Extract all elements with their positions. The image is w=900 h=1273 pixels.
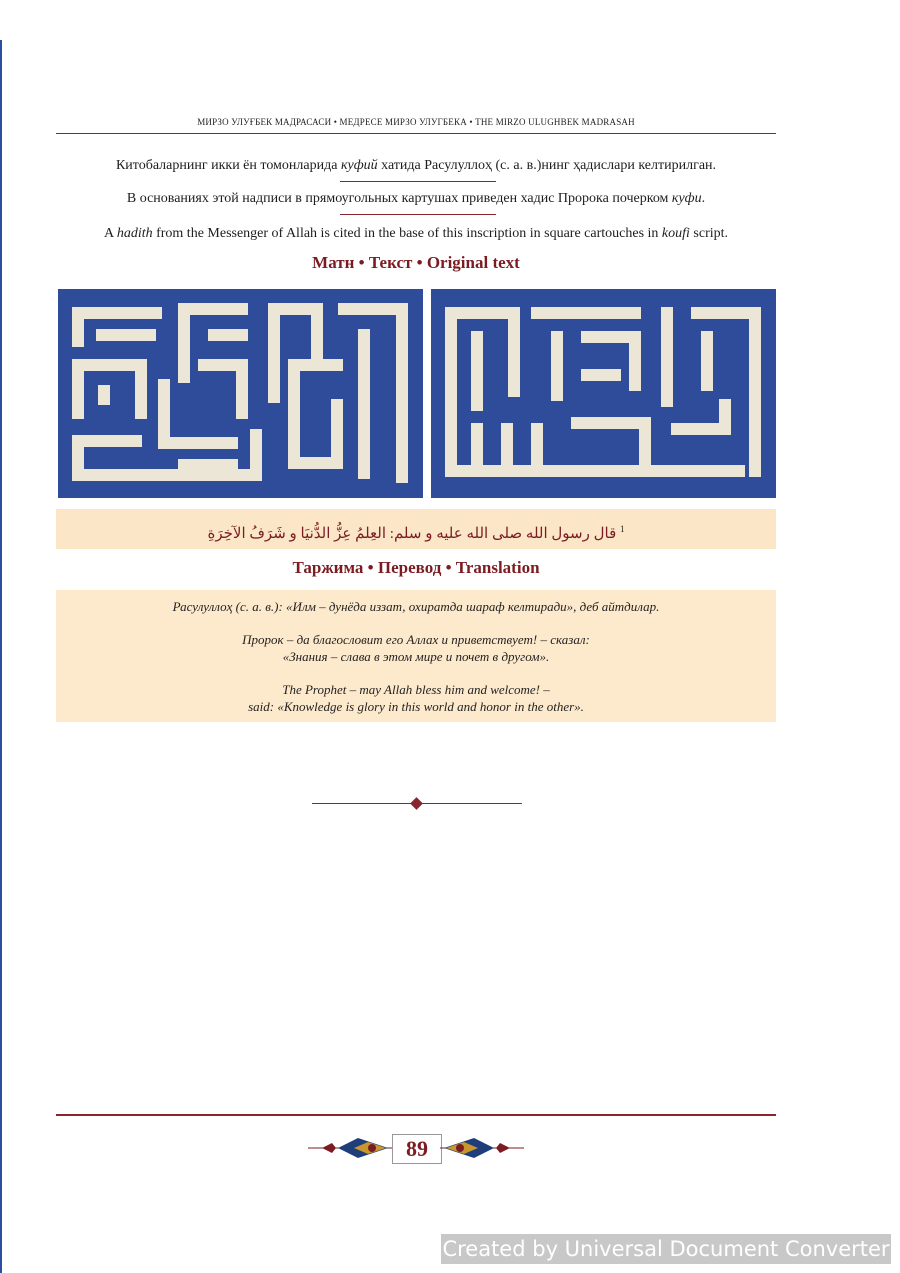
intro-russian-a: В основаниях этой надписи в прямоугольных картушах приведен хадис Пророка почерком [126, 191, 672, 206]
intro-russian [56, 191, 776, 207]
translation-russian-line-1: Пророк – да благословит его Аллах и приветствует! – сказал: [242, 632, 590, 647]
kufic-tile-photo-left [58, 289, 423, 498]
intro-english-italic-2: koufi [661, 226, 690, 241]
intro-russian-italic: куфи [671, 191, 702, 206]
arabic-original-box [56, 509, 776, 549]
arabic-hadith-text: قال رسول الله صلى الله عليه و سلم: العِلمُ عِزُّ الدُّنيَا و شَرَفُ الآخِرَةِ [207, 526, 617, 542]
intro-english-a: A [103, 226, 117, 241]
intro-divider-1 [340, 181, 496, 182]
header-divider [56, 133, 776, 134]
intro-english-italic-1: hadith [116, 226, 153, 241]
right-floral-ornament-icon [440, 1132, 524, 1164]
section-title-original: Матн • Текст • Original text [312, 253, 520, 272]
footnote-marker: 1 [620, 524, 625, 534]
intro-english [56, 226, 776, 242]
running-header: МИРЗО УЛУҒБЕК МАДРАСАСИ • МЕДРЕСЕ МИРЗО УЛУГБЕКА • THE MIRZO ULUGHBEK MADRASAH [197, 117, 635, 127]
left-edge-rule [0, 40, 2, 1273]
section-title-translation: Таржима • Перевод • Translation [292, 558, 540, 577]
intro-uzbek [56, 158, 776, 174]
intro-uzbek-italic: куфий [340, 158, 378, 173]
translation-russian-line-2: «Знания – слава в этом мире и почет в другом». [282, 649, 550, 664]
intro-uzbek-b: хатида Расулуллоҳ (с. а. в.)нинг ҳадислари келтирилган. [377, 158, 717, 173]
intro-english-c: script. [689, 226, 729, 241]
translation-english-line-2: said: «Knowledge is glory in this world and honor in the other». [248, 699, 584, 714]
footer-divider [56, 1114, 776, 1116]
intro-divider-2 [340, 214, 496, 215]
page-number: 89 [392, 1134, 442, 1164]
intro-uzbek-a: Китобаларнинг икки ён томонларида [115, 158, 341, 173]
kufic-tile-photo-right [431, 289, 776, 498]
intro-russian-b: . [701, 191, 706, 206]
left-floral-ornament-icon [308, 1132, 392, 1164]
converter-watermark: Created by Universal Document Converter [441, 1234, 891, 1264]
intro-english-b: from the Messenger of Allah is cited in the base of this inscription in square cartouches in [152, 226, 662, 241]
translation-english-line-1: The Prophet – may Allah bless him and welcome! – [282, 682, 550, 697]
translation-box [56, 590, 776, 722]
translation-uzbek: Расулуллоҳ (с. а. в.): «Илм – дунёда иззат, охиратда шараф келтиради», деб айтдилар. [172, 599, 660, 614]
ornamental-diamond-icon [410, 797, 423, 810]
